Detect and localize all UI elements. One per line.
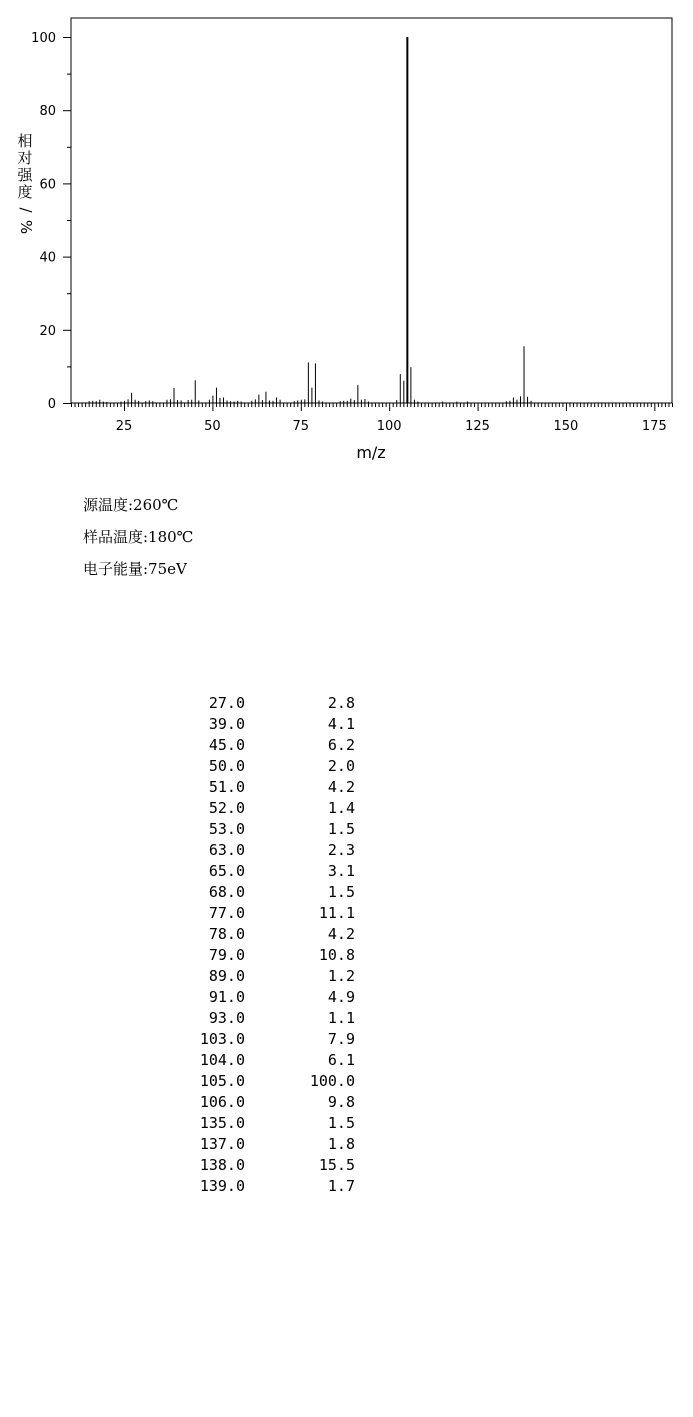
table-row xyxy=(165,1155,365,1176)
mz-value: 27.0 xyxy=(208,694,245,712)
y-tick-label: 40 xyxy=(39,250,56,266)
table-row xyxy=(165,1008,365,1029)
table-row xyxy=(165,1029,365,1050)
y-axis-title-char: 强 xyxy=(17,166,33,184)
table-row xyxy=(165,1113,365,1134)
mz-value: 89.0 xyxy=(208,967,245,985)
mz-value: 68.0 xyxy=(208,883,245,901)
mz-value: 78.0 xyxy=(208,925,245,943)
table-row xyxy=(165,1176,365,1197)
table-row xyxy=(165,735,365,756)
intensity-value: 1.4 xyxy=(327,799,355,817)
mz-value: 91.0 xyxy=(208,988,245,1006)
x-tick-label: 125 xyxy=(465,419,490,434)
mz-value: 65.0 xyxy=(208,862,245,880)
mz-value: 45.0 xyxy=(208,736,245,754)
intensity-value: 100.0 xyxy=(309,1072,355,1090)
mz-value: 77.0 xyxy=(208,904,245,922)
table-row xyxy=(165,1134,365,1155)
table-row xyxy=(165,1092,365,1113)
table-row xyxy=(165,882,365,903)
table-row xyxy=(165,714,365,735)
intensity-value: 1.1 xyxy=(327,1009,355,1027)
intensity-value: 10.8 xyxy=(318,946,355,964)
table-row xyxy=(165,819,365,840)
table-row xyxy=(165,777,365,798)
x-tick-label: 150 xyxy=(553,419,579,434)
intensity-value: 1.5 xyxy=(327,820,355,838)
sample-temperature: 样品温度:180℃ xyxy=(83,528,194,546)
mz-value: 39.0 xyxy=(208,715,245,733)
mz-value: 139.0 xyxy=(199,1177,245,1195)
mz-value: 79.0 xyxy=(208,946,245,964)
mz-value: 93.0 xyxy=(208,1009,245,1027)
mz-value: 63.0 xyxy=(208,841,245,859)
mz-value: 105.0 xyxy=(199,1072,245,1090)
intensity-value: 1.2 xyxy=(327,967,355,985)
y-tick-label: 60 xyxy=(39,177,56,193)
mz-value: 53.0 xyxy=(208,820,245,838)
intensity-value: 9.8 xyxy=(327,1093,355,1111)
y-axis-title xyxy=(17,132,35,234)
intensity-value: 4.2 xyxy=(327,778,355,796)
intensity-value: 1.5 xyxy=(327,1114,355,1132)
x-tick-label: 175 xyxy=(641,419,667,434)
intensity-value: 15.5 xyxy=(318,1156,355,1174)
source-temperature: 源温度:260℃ xyxy=(83,496,179,514)
y-tick-label: 100 xyxy=(31,31,56,46)
intensity-value: 6.2 xyxy=(327,736,355,754)
table-row xyxy=(165,861,365,882)
peak-bars xyxy=(89,37,531,403)
intensity-value: 1.5 xyxy=(327,883,355,901)
electron-energy: 电子能量:75eV xyxy=(83,560,187,578)
x-tick-label: 50 xyxy=(204,419,221,434)
table-row xyxy=(165,1071,365,1092)
intensity-value: 4.1 xyxy=(327,715,355,733)
table-row xyxy=(165,903,365,924)
table-row xyxy=(165,945,365,966)
x-axis xyxy=(72,403,673,434)
x-tick-label: 100 xyxy=(376,419,402,434)
table-row xyxy=(165,798,365,819)
y-axis-title-char: 对 xyxy=(17,149,33,167)
intensity-value: 2.3 xyxy=(327,841,355,859)
y-tick-label: 20 xyxy=(39,323,56,339)
table-row xyxy=(165,924,365,945)
table-row xyxy=(165,756,365,777)
x-tick-label: 25 xyxy=(115,419,133,434)
intensity-value: 4.9 xyxy=(327,988,355,1006)
table-row xyxy=(165,693,365,714)
mz-value: 51.0 xyxy=(208,778,245,796)
plot-frame xyxy=(71,18,672,403)
table-row xyxy=(165,987,365,1008)
intensity-value: 1.7 xyxy=(327,1177,355,1195)
peak-table xyxy=(165,693,365,1197)
table-row xyxy=(165,966,365,987)
y-tick-label: 0 xyxy=(47,397,56,412)
mz-value: 138.0 xyxy=(199,1156,245,1174)
y-tick-label: 80 xyxy=(39,104,56,120)
table-row xyxy=(165,840,365,861)
intensity-value: 1.8 xyxy=(327,1135,355,1153)
x-axis-title: m/z xyxy=(356,443,386,462)
y-axis-title-char: 相 xyxy=(17,132,33,150)
y-axis-title-char: 度 xyxy=(17,183,33,201)
mz-value: 50.0 xyxy=(208,757,245,775)
y-axis xyxy=(31,31,71,412)
intensity-value: 11.1 xyxy=(318,904,355,922)
intensity-value: 4.2 xyxy=(327,925,355,943)
table-row xyxy=(165,1050,365,1071)
intensity-value: 3.1 xyxy=(327,862,355,880)
intensity-value: 2.8 xyxy=(327,694,355,712)
y-axis-title-char: % xyxy=(17,219,35,235)
x-tick-label: 75 xyxy=(292,419,310,434)
intensity-value: 7.9 xyxy=(327,1030,355,1048)
y-axis-title-char: / xyxy=(17,207,35,213)
mz-value: 135.0 xyxy=(199,1114,245,1132)
intensity-value: 6.1 xyxy=(327,1051,355,1069)
mz-value: 52.0 xyxy=(208,799,245,817)
mass-spectrum-chart xyxy=(0,0,693,470)
intensity-value: 2.0 xyxy=(327,757,355,775)
mz-value: 137.0 xyxy=(199,1135,245,1153)
mz-value: 104.0 xyxy=(199,1051,245,1069)
mz-value: 106.0 xyxy=(199,1093,245,1111)
mz-value: 103.0 xyxy=(199,1030,245,1048)
